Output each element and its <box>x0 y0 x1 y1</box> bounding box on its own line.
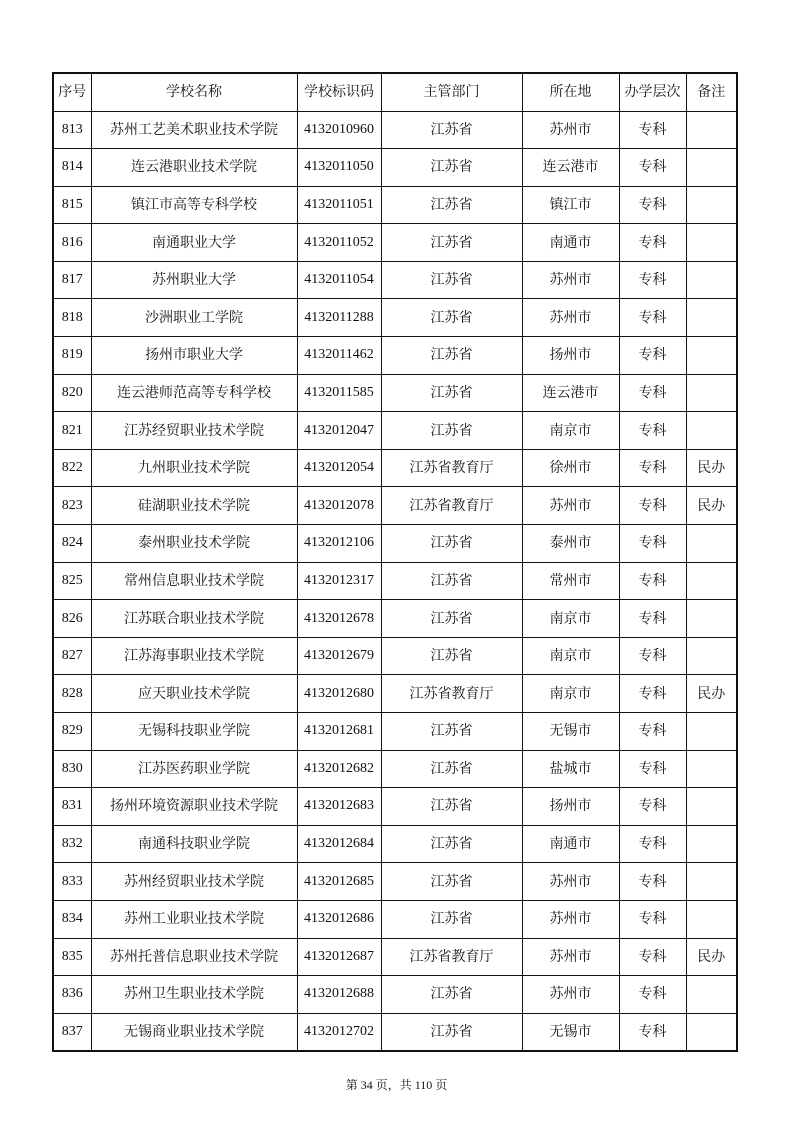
cell-level: 专科 <box>619 637 686 675</box>
table-header-row <box>53 73 737 111</box>
cell-department: 江苏省 <box>381 900 522 938</box>
table-row <box>53 412 737 450</box>
cell-school-code: 4132012702 <box>297 1013 381 1051</box>
cell-level: 专科 <box>619 299 686 337</box>
cell-index: 813 <box>53 111 91 149</box>
table-body <box>53 111 737 1051</box>
cell-level: 专科 <box>619 976 686 1014</box>
cell-location: 盐城市 <box>522 750 619 788</box>
cell-remarks <box>686 863 737 901</box>
cell-department: 江苏省 <box>381 976 522 1014</box>
cell-remarks <box>686 299 737 337</box>
cell-department: 江苏省 <box>381 299 522 337</box>
cell-school-name: 泰州职业技术学院 <box>91 525 297 563</box>
table-row <box>53 825 737 863</box>
cell-school-name: 镇江市高等专科学校 <box>91 186 297 224</box>
cell-school-code: 4132011462 <box>297 337 381 375</box>
cell-index: 837 <box>53 1013 91 1051</box>
cell-index: 830 <box>53 750 91 788</box>
cell-index: 827 <box>53 637 91 675</box>
cell-school-code: 4132012688 <box>297 976 381 1014</box>
table-row <box>53 111 737 149</box>
cell-index: 836 <box>53 976 91 1014</box>
cell-school-code: 4132012687 <box>297 938 381 976</box>
cell-location: 苏州市 <box>522 299 619 337</box>
cell-remarks <box>686 600 737 638</box>
cell-location: 南京市 <box>522 637 619 675</box>
table-row <box>53 713 737 751</box>
cell-department: 江苏省 <box>381 863 522 901</box>
cell-remarks <box>686 261 737 299</box>
cell-location: 扬州市 <box>522 337 619 375</box>
cell-school-name: 江苏医药职业学院 <box>91 750 297 788</box>
cell-school-name: 无锡商业职业技术学院 <box>91 1013 297 1051</box>
table-row <box>53 186 737 224</box>
cell-index: 826 <box>53 600 91 638</box>
cell-remarks <box>686 1013 737 1051</box>
cell-level: 专科 <box>619 449 686 487</box>
cell-department: 江苏省教育厅 <box>381 449 522 487</box>
table-row <box>53 976 737 1014</box>
cell-location: 无锡市 <box>522 1013 619 1051</box>
cell-school-name: 南通职业大学 <box>91 224 297 262</box>
cell-school-name: 苏州卫生职业技术学院 <box>91 976 297 1014</box>
cell-school-code: 4132012680 <box>297 675 381 713</box>
cell-remarks <box>686 186 737 224</box>
table-row <box>53 900 737 938</box>
cell-remarks <box>686 149 737 187</box>
cell-remarks <box>686 825 737 863</box>
cell-level: 专科 <box>619 938 686 976</box>
table-row <box>53 299 737 337</box>
cell-location: 南京市 <box>522 600 619 638</box>
table-row <box>53 750 737 788</box>
cell-school-code: 4132012317 <box>297 562 381 600</box>
cell-level: 专科 <box>619 788 686 826</box>
cell-remarks <box>686 976 737 1014</box>
cell-remarks <box>686 788 737 826</box>
cell-level: 专科 <box>619 600 686 638</box>
cell-location: 苏州市 <box>522 863 619 901</box>
cell-level: 专科 <box>619 412 686 450</box>
cell-level: 专科 <box>619 111 686 149</box>
cell-location: 苏州市 <box>522 900 619 938</box>
cell-index: 815 <box>53 186 91 224</box>
cell-school-code: 4132011054 <box>297 261 381 299</box>
cell-location: 苏州市 <box>522 487 619 525</box>
cell-remarks <box>686 900 737 938</box>
cell-index: 831 <box>53 788 91 826</box>
cell-index: 824 <box>53 525 91 563</box>
cell-index: 828 <box>53 675 91 713</box>
header-remarks: 备注 <box>686 73 737 111</box>
cell-remarks <box>686 374 737 412</box>
cell-location: 镇江市 <box>522 186 619 224</box>
cell-department: 江苏省 <box>381 224 522 262</box>
cell-school-code: 4132010960 <box>297 111 381 149</box>
cell-location: 南京市 <box>522 412 619 450</box>
cell-school-code: 4132012683 <box>297 788 381 826</box>
cell-remarks: 民办 <box>686 487 737 525</box>
table-row <box>53 487 737 525</box>
cell-school-name: 江苏经贸职业技术学院 <box>91 412 297 450</box>
cell-school-name: 连云港职业技术学院 <box>91 149 297 187</box>
cell-school-code: 4132011052 <box>297 224 381 262</box>
cell-department: 江苏省 <box>381 337 522 375</box>
table-row <box>53 525 737 563</box>
cell-department: 江苏省 <box>381 525 522 563</box>
cell-department: 江苏省教育厅 <box>381 938 522 976</box>
table-row <box>53 600 737 638</box>
cell-school-code: 4132011050 <box>297 149 381 187</box>
cell-remarks <box>686 224 737 262</box>
cell-school-code: 4132012054 <box>297 449 381 487</box>
cell-school-name: 连云港师范高等专科学校 <box>91 374 297 412</box>
cell-school-code: 4132012106 <box>297 525 381 563</box>
cell-location: 苏州市 <box>522 976 619 1014</box>
cell-level: 专科 <box>619 149 686 187</box>
cell-index: 819 <box>53 337 91 375</box>
school-table <box>52 72 738 1052</box>
cell-school-name: 扬州市职业大学 <box>91 337 297 375</box>
cell-school-code: 4132012685 <box>297 863 381 901</box>
cell-location: 扬州市 <box>522 788 619 826</box>
cell-index: 814 <box>53 149 91 187</box>
cell-location: 苏州市 <box>522 111 619 149</box>
cell-level: 专科 <box>619 863 686 901</box>
cell-index: 817 <box>53 261 91 299</box>
cell-remarks: 民办 <box>686 675 737 713</box>
cell-school-name: 江苏联合职业技术学院 <box>91 600 297 638</box>
cell-school-code: 4132012684 <box>297 825 381 863</box>
cell-school-name: 常州信息职业技术学院 <box>91 562 297 600</box>
cell-school-name: 应天职业技术学院 <box>91 675 297 713</box>
cell-location: 苏州市 <box>522 938 619 976</box>
cell-index: 816 <box>53 224 91 262</box>
header-level: 办学层次 <box>619 73 686 111</box>
cell-school-code: 4132012679 <box>297 637 381 675</box>
table-row <box>53 788 737 826</box>
header-school-name: 学校名称 <box>91 73 297 111</box>
cell-department: 江苏省 <box>381 637 522 675</box>
cell-school-name: 九州职业技术学院 <box>91 449 297 487</box>
cell-location: 常州市 <box>522 562 619 600</box>
table-row <box>53 224 737 262</box>
cell-index: 822 <box>53 449 91 487</box>
cell-department: 江苏省 <box>381 111 522 149</box>
cell-department: 江苏省 <box>381 788 522 826</box>
table-row <box>53 261 737 299</box>
cell-location: 南通市 <box>522 825 619 863</box>
cell-school-name: 无锡科技职业学院 <box>91 713 297 751</box>
cell-school-code: 4132012682 <box>297 750 381 788</box>
table-row <box>53 374 737 412</box>
cell-location: 南京市 <box>522 675 619 713</box>
table-row <box>53 449 737 487</box>
cell-department: 江苏省 <box>381 374 522 412</box>
cell-department: 江苏省 <box>381 261 522 299</box>
cell-level: 专科 <box>619 337 686 375</box>
cell-school-code: 4132012678 <box>297 600 381 638</box>
cell-level: 专科 <box>619 900 686 938</box>
cell-level: 专科 <box>619 261 686 299</box>
cell-remarks <box>686 412 737 450</box>
cell-school-name: 南通科技职业学院 <box>91 825 297 863</box>
cell-location: 苏州市 <box>522 261 619 299</box>
header-index: 序号 <box>53 73 91 111</box>
header-location: 所在地 <box>522 73 619 111</box>
cell-school-code: 4132012686 <box>297 900 381 938</box>
cell-school-code: 4132012047 <box>297 412 381 450</box>
cell-department: 江苏省 <box>381 825 522 863</box>
page-footer: 第 34 页，共 110 页 <box>345 1078 448 1092</box>
cell-school-code: 4132011585 <box>297 374 381 412</box>
cell-department: 江苏省教育厅 <box>381 675 522 713</box>
cell-level: 专科 <box>619 825 686 863</box>
cell-level: 专科 <box>619 713 686 751</box>
cell-remarks <box>686 750 737 788</box>
table-row <box>53 149 737 187</box>
table-row <box>53 562 737 600</box>
table-row <box>53 863 737 901</box>
cell-index: 829 <box>53 713 91 751</box>
cell-remarks: 民办 <box>686 938 737 976</box>
cell-remarks: 民办 <box>686 449 737 487</box>
cell-location: 无锡市 <box>522 713 619 751</box>
cell-level: 专科 <box>619 562 686 600</box>
cell-remarks <box>686 562 737 600</box>
table-row <box>53 337 737 375</box>
cell-level: 专科 <box>619 374 686 412</box>
cell-department: 江苏省 <box>381 562 522 600</box>
cell-school-name: 硅湖职业技术学院 <box>91 487 297 525</box>
cell-department: 江苏省 <box>381 149 522 187</box>
cell-school-code: 4132012078 <box>297 487 381 525</box>
cell-department: 江苏省教育厅 <box>381 487 522 525</box>
cell-level: 专科 <box>619 525 686 563</box>
table-row <box>53 938 737 976</box>
header-department: 主管部门 <box>381 73 522 111</box>
table-row <box>53 1013 737 1051</box>
cell-location: 连云港市 <box>522 149 619 187</box>
cell-school-name: 苏州工业职业技术学院 <box>91 900 297 938</box>
cell-department: 江苏省 <box>381 412 522 450</box>
cell-department: 江苏省 <box>381 186 522 224</box>
cell-department: 江苏省 <box>381 713 522 751</box>
cell-remarks <box>686 111 737 149</box>
cell-level: 专科 <box>619 487 686 525</box>
cell-level: 专科 <box>619 186 686 224</box>
cell-location: 泰州市 <box>522 525 619 563</box>
table-row <box>53 675 737 713</box>
cell-remarks <box>686 525 737 563</box>
cell-school-name: 江苏海事职业技术学院 <box>91 637 297 675</box>
cell-school-code: 4132011051 <box>297 186 381 224</box>
cell-index: 825 <box>53 562 91 600</box>
cell-index: 833 <box>53 863 91 901</box>
cell-school-code: 4132012681 <box>297 713 381 751</box>
cell-department: 江苏省 <box>381 750 522 788</box>
cell-index: 823 <box>53 487 91 525</box>
cell-department: 江苏省 <box>381 600 522 638</box>
cell-index: 832 <box>53 825 91 863</box>
cell-school-name: 扬州环境资源职业技术学院 <box>91 788 297 826</box>
cell-remarks <box>686 637 737 675</box>
cell-school-code: 4132011288 <box>297 299 381 337</box>
cell-index: 821 <box>53 412 91 450</box>
cell-school-name: 苏州职业大学 <box>91 261 297 299</box>
cell-remarks <box>686 337 737 375</box>
cell-index: 818 <box>53 299 91 337</box>
header-school-code: 学校标识码 <box>297 73 381 111</box>
cell-school-name: 苏州托普信息职业技术学院 <box>91 938 297 976</box>
cell-level: 专科 <box>619 675 686 713</box>
cell-remarks <box>686 713 737 751</box>
cell-location: 南通市 <box>522 224 619 262</box>
cell-location: 徐州市 <box>522 449 619 487</box>
cell-index: 834 <box>53 900 91 938</box>
cell-level: 专科 <box>619 750 686 788</box>
cell-school-name: 苏州经贸职业技术学院 <box>91 863 297 901</box>
cell-index: 835 <box>53 938 91 976</box>
cell-school-name: 沙洲职业工学院 <box>91 299 297 337</box>
cell-level: 专科 <box>619 1013 686 1051</box>
cell-department: 江苏省 <box>381 1013 522 1051</box>
cell-location: 连云港市 <box>522 374 619 412</box>
cell-level: 专科 <box>619 224 686 262</box>
cell-school-name: 苏州工艺美术职业技术学院 <box>91 111 297 149</box>
table-row <box>53 637 737 675</box>
cell-index: 820 <box>53 374 91 412</box>
